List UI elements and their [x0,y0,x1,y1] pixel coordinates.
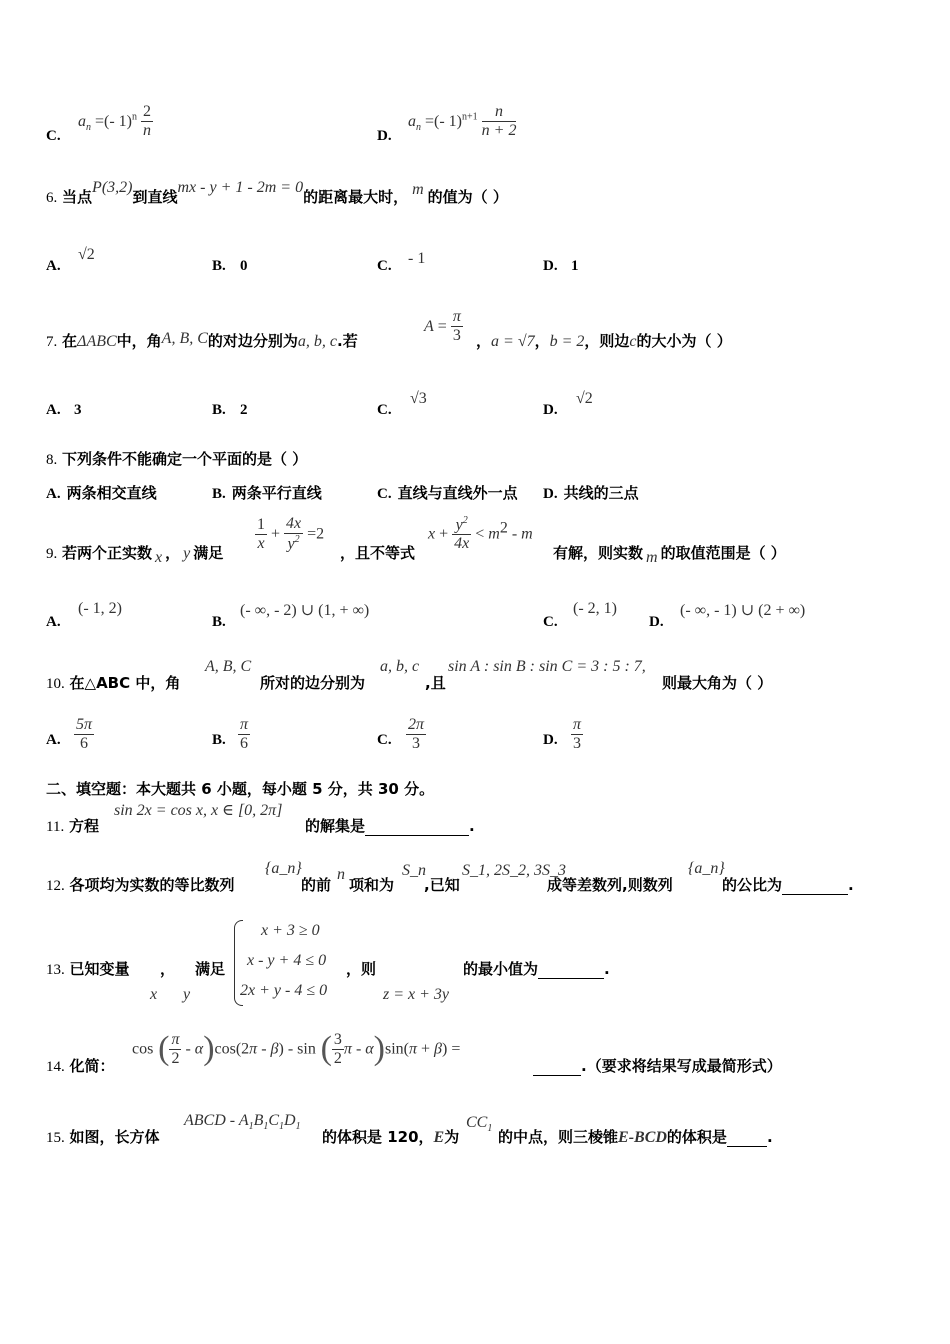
q9-option-b-label: B. [212,614,226,630]
q15-solid: ABCD - $A_1B_1C_1D_1$ [184,1112,301,1133]
q10-text-1: 在△ABC 中，角 [69,674,181,692]
q10-number: 10. [46,676,65,692]
q9-option-c-label: C. [543,614,558,630]
q15-mid: 的体积是 120，E为 [322,1128,460,1146]
q10-angles: A, B, C [205,658,252,675]
q10-option-c-label: C. [377,732,392,748]
q9-inequality: x + $\frac{y^2}{4x}$ < $m^2$ - m [428,515,533,553]
q9-option-a-value: (- 1, 2) [78,600,122,617]
question-13 [46,958,130,979]
question-8 [46,448,307,469]
q8-option-b: B. 两条平行直线 [212,484,322,502]
q13-objective: z = x + 3y [383,986,450,1003]
q12-s-terms: S_1, 2S_2, 3S_3 [462,862,566,879]
question-9: 9. 若两个正实数 x ， y 满足 [46,544,224,566]
q7-text-5: ，则边 [584,332,630,350]
q10-option-d-label: D. [543,732,558,748]
q12-n: n [337,866,345,883]
q7-sides: a, b, c [297,333,338,350]
question-7 [46,330,358,351]
q14-text-1: 化简： [69,1057,115,1075]
q9-x: x [155,549,163,566]
q12-text-3: 项和为 [349,876,395,894]
q6-text-4: 的值为（ ） [427,188,508,206]
q9-number: 9. [46,546,58,562]
q15-number: 15. [46,1130,65,1146]
q9-text-4: 有解，则实数 [553,544,644,562]
q7-c: c [629,333,637,350]
q10-text-2: 所对的边分别为 [260,674,366,692]
q13-comma: ， [160,960,176,978]
q9-tail [553,542,786,566]
q7-number: 7. [46,334,58,350]
q12-sequence: {a_n} [265,860,302,877]
q7-option-b-value: 2 [240,402,248,418]
q5-option-c-label: C. [46,128,61,144]
q7-option-d-label: D. [543,402,558,418]
q14-equals: = [451,1040,461,1058]
q6-option-a-value: √2 [78,246,95,263]
q9-text-3: ，且不等式 [340,544,416,562]
q15-cc1: $CC_1$ [466,1114,493,1135]
q7-cond-a: a = √7 [491,333,535,350]
q7-triangle: ΔABC [77,333,117,350]
q6-option-b-label: B. [212,258,226,274]
q9-text-1: 若两个正实数 [62,544,153,562]
question-10 [46,672,180,693]
q10-option-b-value: $\frac{\pi}{6}$ [240,716,249,752]
q7-option-a-value: 3 [74,402,82,418]
q10-option-a-value: $\frac{5\pi}{6}$ [76,716,93,752]
q5-option-c-formula: $a_n$ =(- 1)$^n$ $\frac{2}{n}$ [78,103,152,139]
q10-option-b-label: B. [212,732,226,748]
q13-text-3: ，则 [346,960,377,978]
q10-option-a-label: A. [46,732,61,748]
q6-option-c-label: C. [377,258,392,274]
q12-sn: S_n [402,862,426,879]
q13-constraint-1: x + 3 ≥ 0 [261,922,320,939]
q12-text-2: 的前 [301,876,332,894]
q7-cond-b: b = 2 [549,333,585,350]
q6-point: P(3,2) [92,179,133,196]
q5-option-d-label: D. [377,128,392,144]
q10-text-4: 则最大角为（ ） [662,674,773,692]
q13-text-1: 已知变量 [69,960,130,978]
q7-option-c-value: √3 [410,390,427,407]
q9-text-5: 的取值范围是（ ） [660,544,786,562]
q7-angles: A, B, C [161,330,208,347]
q9-m: m [646,549,658,566]
q12-text-5: 成等差数列,则数列 [547,876,673,894]
q8-number: 8. [46,452,58,468]
q7-condition-A: A = $\frac{\pi}{3}$ [424,308,461,344]
question-14 [46,1055,115,1076]
q9-option-d-label: D. [649,614,664,630]
q12-text-1: 各项均为实数的等比数列 [69,876,235,894]
q6-option-d-value: 1 [571,258,579,274]
question-11 [46,815,99,836]
q12-sequence-2: {a_n} [688,860,725,877]
q7-text-6: 的大小为（ ） [636,332,732,350]
q10-sides: a, b, c [380,658,420,675]
q11-equation: sin 2x = cos x, x ∈ [0, 2π] [114,802,283,819]
question-6 [46,179,508,207]
q6-option-a-label: A. [46,258,61,274]
q6-line: mx - y + 1 - 2m = 0 [177,179,304,196]
q10-option-c-value: $\frac{2\pi}{3}$ [408,716,425,752]
q9-option-c-value: (- 2, 1) [573,600,617,617]
q8-option-d: D. 共线的三点 [543,484,639,502]
q6-text-3: 的距离最大时， [303,188,409,206]
q7-text-4: .若 [337,332,358,350]
q6-option-d-label: D. [543,258,558,274]
q6-number: 6. [46,190,58,206]
q14-tail: .（要求将结果写成最简形式） [533,1055,782,1076]
q12-tail: 的公比为 . [722,876,854,894]
q12-number: 12. [46,878,65,894]
q15-tail: 的中点，则三棱锥E-BCD的体积是 . [498,1128,773,1146]
q9-option-d-value: (- ∞, - 1) ∪ (2 + ∞) [680,602,806,619]
q12-text-4: ,已知 [424,876,460,894]
q10-text-3: ,且 [425,674,446,692]
q7-text-2: 中，角 [116,332,162,350]
q7-text-3: 的对边分别为 [207,332,298,350]
q6-text-1: 当点 [62,188,93,206]
q9-text-2: 满足 [193,544,224,562]
q7-text-1: 在 [62,332,78,350]
q6-var: m [412,181,424,198]
q14-number: 14. [46,1059,65,1075]
q7-option-c-label: C. [377,402,392,418]
question-12 [46,874,235,895]
q7-option-b-label: B. [212,402,226,418]
q13-constraint-3: 2x + y - 4 ≤ 0 [240,982,328,999]
q7-option-d-value: √2 [576,390,593,407]
q13-x: x [150,986,158,1003]
q13-tail: 的最小值为 . [463,960,610,978]
q11-tail: 的解集是 . [305,817,475,835]
q13-constraint-2: x - y + 4 ≤ 0 [247,952,327,969]
q8-option-c: C. 直线与直线外一点 [377,484,518,502]
q6-text-2: 到直线 [132,188,178,206]
q9-option-b-value: (- ∞, - 2) ∪ (1, + ∞) [240,602,370,619]
q7-conditions: ，a = √7，b = 2，则边c的大小为（ ） [476,332,732,350]
q8-stem: 下列条件不能确定一个平面的是（ ） [62,450,308,468]
q9-option-a-label: A. [46,614,61,630]
question-15 [46,1126,160,1147]
q10-option-d-value: $\frac{\pi}{3}$ [573,716,582,752]
q8-option-a: A. 两条相交直线 [46,484,157,502]
q9-y: y [183,545,191,562]
q5-option-d-formula: $a_n$ =(- 1)$^{n+1}$ $\frac{n}{n + 2}$ [408,103,517,139]
q13-text-2: 满足 [195,960,226,978]
q6-option-c-value: - 1 [408,250,426,267]
q13-number: 13. [46,962,65,978]
q13-y: y [183,986,191,1003]
q7-option-a-label: A. [46,402,61,418]
q10-ratio: sin A : sin B : sin C = 3 : 5 : 7, [448,658,646,675]
q11-text-1: 方程 [68,817,99,835]
section-2-heading: 二、填空题：本大题共 6 小题，每小题 5 分，共 30 分。 [46,780,435,798]
q11-number: 11. [46,819,65,835]
q15-text-1: 如图，长方体 [69,1128,160,1146]
q14-expression: cos ( $\frac{\pi}{2}$ - α)cos(2π - β) - sin ( $\frac{3}{2}$ π - α)sin(π + β) = [132,1030,461,1067]
q9-condition: $\frac{1}{x}$ + $\frac{4x}{y^2}$ =2 [257,515,325,553]
q6-option-b-value: 0 [240,258,248,274]
